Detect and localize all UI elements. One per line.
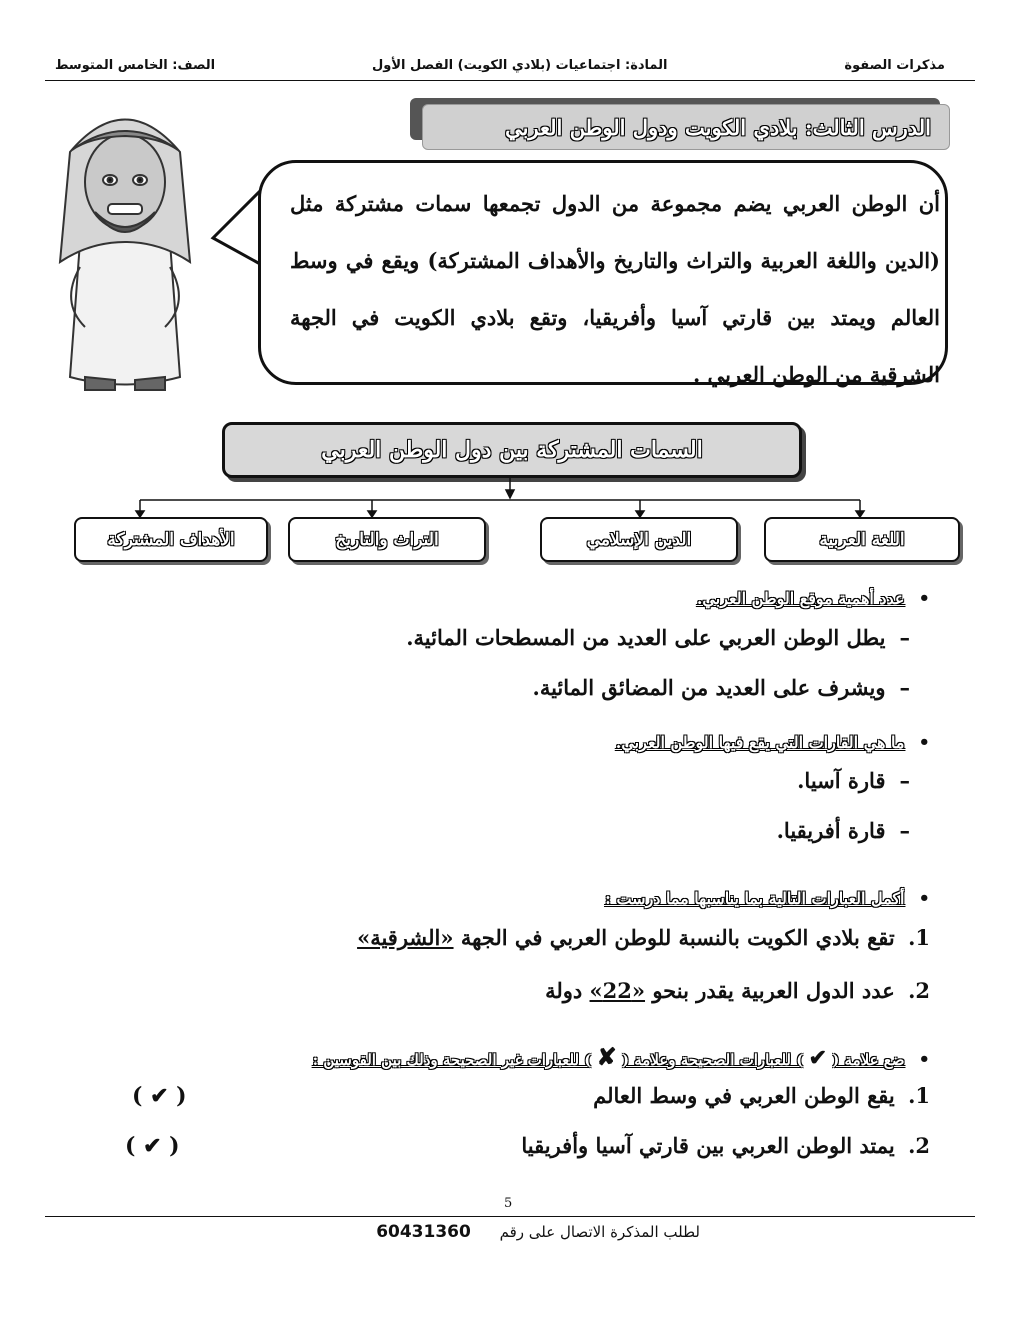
q1-answer-2-text: ويشرف على العديد من المضائق المائية. — [532, 675, 886, 700]
features-title: السمات المشتركة بين دول الوطن العربي — [222, 422, 802, 478]
q3-item-1-number: 1. — [908, 925, 930, 950]
question-3: •أكمل العبارات التالية بما يناسبها مما درست : — [604, 888, 930, 909]
q1-answer-2: –ويشرف على العديد من المضائق المائية. — [532, 675, 910, 700]
q3-item-2-number: 2. — [908, 978, 930, 1003]
q4-item-1-number: 1. — [908, 1083, 930, 1108]
page-number: 5 — [504, 1196, 513, 1211]
q1-answer-1: –يطل الوطن العربي على العديد من المسطحات المائية. — [406, 625, 910, 650]
question-4-text-a: ضع علامة ( — [832, 1051, 905, 1069]
q2-answer-1: –قارة آسيا. — [797, 768, 910, 793]
features-connectors — [130, 478, 870, 518]
question-2: •ما هي القارات التي يقع فيها الوطن العربي. — [615, 732, 930, 753]
header-brand: مذكرات الصفوة — [844, 58, 945, 73]
q2-answer-2: –قارة أفريقيا. — [776, 818, 910, 843]
q4-item-2 — [521, 1133, 930, 1158]
feature-common-goals: الأهداف المشتركة — [74, 517, 268, 562]
cross-icon: ✘ — [596, 1042, 617, 1071]
question-4: •ضع علامة ( ✔ ) للعبارات الصحيحة وعلامة ( ✘ ) للعبارات غير الصحيحة وذلك بين القوسين : — [312, 1042, 930, 1071]
q4-item-2-mark: ( ✔ ) — [125, 1133, 180, 1159]
question-1-text: عدد أهمية موقع الوطن العربي. — [696, 589, 905, 608]
q3-item-2-text: عدد الدول العربية يقدر بنحو — [652, 978, 895, 1003]
q4-item-2-text: يمتد الوطن العربي بين قارتي آسيا وأفريقيا — [521, 1133, 895, 1158]
header-divider — [45, 80, 975, 81]
footer — [330, 1222, 700, 1242]
intro-text: أن الوطن العربي يضم مجموعة من الدول تجمعها سمات مشتركة مثل (الدين واللغة العربية والتراث والتاريخ والأهداف المشتركة) ويقع في وسط العالم ويمتد بين قارتي آسيا وأفريقيا، وتقع بلادي الكويت في الجهة الشرقية من الوطن العربي . — [290, 191, 940, 387]
q3-item-2-answer: «22» — [589, 978, 646, 1003]
feature-islamic-religion: الدين الإسلامي — [540, 517, 738, 562]
q1-answer-1-text: يطل الوطن العربي على العديد من المسطحات المائية. — [406, 625, 886, 650]
q4-item-1-text: يقع الوطن العربي في وسط العالم — [593, 1083, 895, 1108]
question-4-text-c: ) للعبارات غير الصحيحة وذلك بين القوسين : — [312, 1051, 592, 1069]
footer-phone: 60431360 — [376, 1222, 471, 1242]
question-1: •عدد أهمية موقع الوطن العربي. — [696, 588, 930, 609]
q3-item-1-text: تقع بلادي الكويت بالنسبة للوطن العربي في الجهة — [460, 925, 895, 950]
lesson-title: الدرس الثالث: بلادي الكويت ودول الوطن العربي — [422, 104, 950, 150]
q3-item-2-suffix: دولة — [545, 978, 583, 1003]
question-4-text-b: ) للعبارات الصحيحة وعلامة ( — [621, 1051, 804, 1069]
footer-text: لطلب المذكرة الاتصال على رقم — [499, 1223, 700, 1241]
question-3-text: أكمل العبارات التالية بما يناسبها مما درست : — [604, 889, 905, 908]
feature-arabic-language: اللغة العربية — [764, 517, 960, 562]
q3-item-2 — [545, 978, 930, 1003]
header-subject: المادة: اجتماعيات (بلادي الكويت) الفصل الأول — [372, 58, 668, 73]
header-grade: الصف: الخامس المتوسط — [55, 58, 216, 73]
q2-answer-1-text: قارة آسيا. — [797, 768, 886, 793]
q4-item-1 — [593, 1083, 930, 1108]
footer-divider — [45, 1216, 975, 1217]
character-illustration — [40, 92, 210, 402]
question-2-text: ما هي القارات التي يقع فيها الوطن العربي. — [615, 733, 905, 752]
q3-item-1 — [357, 925, 930, 950]
q3-item-1-answer: «الشرقية» — [357, 925, 454, 950]
q4-item-1-mark: ( ✔ ) — [132, 1083, 187, 1109]
q2-answer-2-text: قارة أفريقيا. — [776, 818, 886, 843]
feature-heritage-history: التراث والتاريخ — [288, 517, 486, 562]
check-icon: ✔ — [808, 1045, 827, 1071]
q4-item-2-number: 2. — [908, 1133, 930, 1158]
